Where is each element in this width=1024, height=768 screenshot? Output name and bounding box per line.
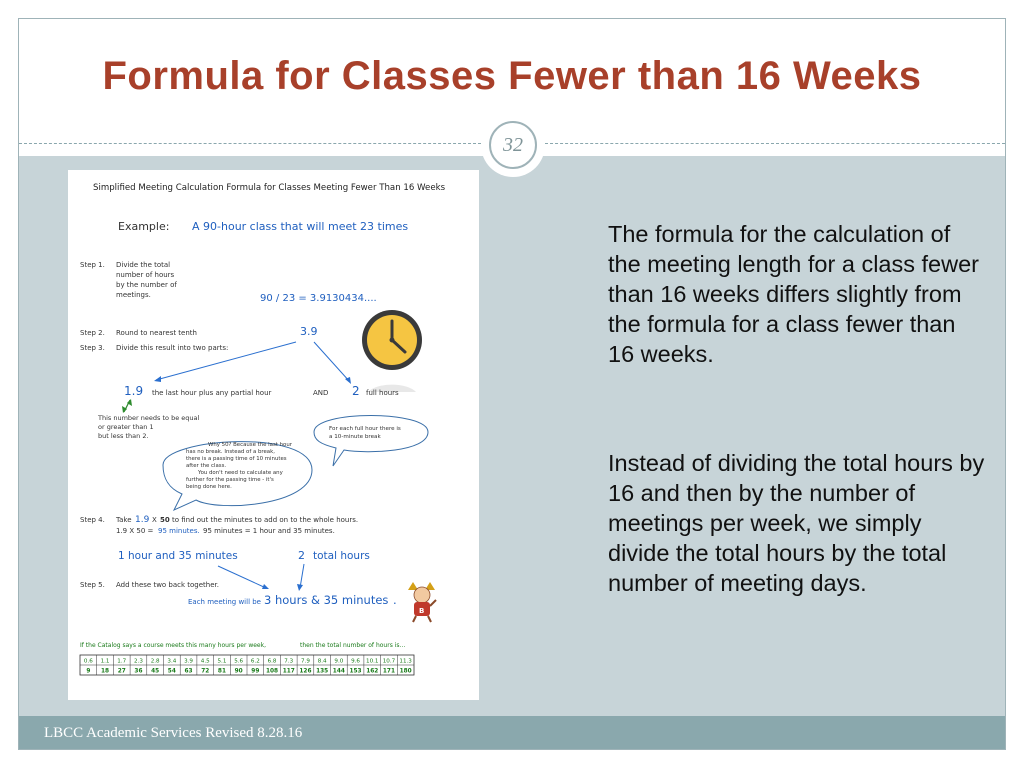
doc-note-line3: but less than 2. — [98, 432, 149, 440]
doc-step4-line2-pre: 1.9 X 50 = — [116, 527, 154, 535]
hours-per-week-cell: 2.3 — [133, 658, 143, 665]
doc-result-pre: Each meeting will be — [188, 598, 261, 606]
doc-total-text: total hours — [313, 550, 370, 562]
doc-step1-line3: by the number of — [116, 281, 177, 289]
hours-table — [80, 655, 414, 675]
doc-bubble-break-line2: a 10-minute break — [329, 434, 381, 440]
doc-bubble-why-line5: You don't need to calculate any — [198, 470, 283, 476]
hours-per-week-cell: 9.0 — [334, 658, 344, 665]
doc-step5-label: Step 5. — [80, 581, 105, 589]
doc-example-text: A 90-hour class that will meet 23 times — [192, 220, 409, 233]
doc-step2-label: Step 2. — [80, 329, 105, 337]
doc-note-line1: This number needs to be equal — [98, 414, 200, 422]
hours-per-week-cell: 9.6 — [351, 658, 361, 665]
clock-icon — [362, 310, 422, 392]
doc-bubble-why-line3: there is a passing time of 10 minutes — [186, 456, 287, 462]
arrow-to-2 — [314, 342, 350, 382]
doc-hour-result: 1 hour and 35 minutes — [118, 550, 238, 562]
doc-step4-pre: Take — [116, 516, 132, 524]
total-hours-cell: 180 — [399, 668, 412, 675]
doc-bubble-why-line6: further for the passing time - it's — [186, 477, 274, 483]
doc-part2-value: 2 — [352, 384, 360, 398]
svg-text:B: B — [419, 607, 425, 615]
total-hours-cell: 162 — [366, 668, 379, 675]
total-hours-cell: 117 — [282, 668, 295, 675]
doc-step4-post: to find out the minutes to add on to the whole hours. — [172, 516, 359, 524]
doc-step5-text: Add these two back together. — [116, 581, 220, 589]
doc-catalog-post: then the total number of hours is... — [300, 642, 406, 649]
doc-bubble-why-line4: after the class. — [186, 463, 227, 469]
total-hours-cell: 171 — [382, 668, 396, 675]
doc-result-dot: . — [393, 593, 397, 607]
arrow-total-down — [300, 564, 304, 588]
hours-per-week-cell: 8.4 — [317, 658, 327, 665]
doc-part2-text: full hours — [366, 389, 399, 397]
total-hours-cell: 108 — [265, 668, 279, 675]
total-hours-cell: 81 — [217, 668, 226, 675]
hours-per-week-cell: 7.9 — [300, 658, 310, 665]
total-hours-cell: 27 — [117, 668, 126, 675]
doc-and-text: AND — [313, 389, 329, 397]
hours-per-week-cell: 10.1 — [366, 658, 379, 665]
doc-step4-line2-blue: 95 minutes. — [158, 527, 200, 535]
doc-step4-value: 1.9 — [135, 515, 150, 525]
hours-per-week-cell: 2.8 — [150, 658, 160, 665]
doc-step4-x: X — [152, 516, 157, 524]
doc-step1-calc: 90 / 23 = 3.9130434.... — [260, 293, 377, 304]
doc-step1-line4: meetings. — [116, 291, 151, 299]
arrow-hours-down — [218, 566, 266, 588]
doc-step1-line1: Divide the total — [116, 261, 171, 269]
slide-title: Formula for Classes Fewer than 16 Weeks — [102, 54, 922, 98]
doc-bubble-why-line2: has no break. Instead of a break, — [186, 449, 275, 455]
total-hours-cell: 36 — [134, 668, 143, 675]
doc-part1-text: the last hour plus any partial hour — [152, 389, 272, 397]
total-hours-cell: 72 — [201, 668, 210, 675]
doc-step1-line2: number of hours — [116, 271, 175, 279]
total-hours-cell: 63 — [184, 668, 193, 675]
hours-per-week-cell: 7.3 — [284, 658, 294, 665]
doc-step3-text: Divide this result into two parts: — [116, 344, 229, 352]
total-hours-cell: 9 — [86, 668, 91, 675]
doc-catalog-pre: If the Catalog says a course meets this many hours per week, — [80, 642, 266, 649]
total-hours-cell: 90 — [234, 668, 243, 675]
doc-step4-fifty: 50 — [160, 516, 170, 524]
total-hours-cell: 153 — [349, 668, 362, 675]
doc-heading: Simplified Meeting Calculation Formula for Classes Meeting Fewer Than 16 Weeks — [93, 183, 446, 193]
paragraph-1: The formula for the calculation of the meeting length for a class fewer than 16 weeks differs slightly from the formula for a class fewer than 16 weeks. — [608, 221, 979, 367]
doc-step2-text: Round to nearest tenth — [116, 329, 197, 337]
doc-example-label: Example: — [118, 220, 170, 233]
embedded-document-image — [68, 170, 479, 700]
break-bubble — [314, 416, 428, 467]
hours-per-week-cell: 4.5 — [200, 658, 210, 665]
divider-right — [545, 143, 1005, 144]
doc-step4-label: Step 4. — [80, 516, 105, 524]
doc-total-value: 2 — [298, 549, 305, 562]
hours-per-week-cell: 5.6 — [234, 658, 244, 665]
footer-text: LBCC Academic Services Revised 8.28.16 — [44, 725, 303, 741]
doc-bubble-why-line1: Why 50? Because the last hour — [208, 442, 292, 448]
doc-step4-line2-post: 95 minutes = 1 hour and 35 minutes. — [203, 527, 335, 535]
total-hours-cell: 135 — [316, 668, 329, 675]
hours-per-week-cell: 0.6 — [83, 658, 93, 665]
hours-per-week-cell: 1.7 — [117, 658, 127, 665]
doc-step1-label: Step 1. — [80, 261, 105, 269]
divider-left — [19, 143, 481, 144]
doc-result-big: 3 hours & 35 minutes — [264, 593, 389, 607]
total-hours-cell: 45 — [151, 668, 160, 675]
hours-per-week-cell: 3.4 — [167, 658, 177, 665]
doc-step2-value: 3.9 — [300, 325, 318, 338]
total-hours-cell: 144 — [332, 668, 345, 675]
hours-per-week-cell: 5.1 — [217, 658, 227, 665]
doc-note-line2: or greater than 1 — [98, 423, 154, 431]
mascot-icon — [408, 582, 436, 622]
doc-part1-value: 1.9 — [124, 384, 144, 398]
hours-per-week-cell: 6.2 — [250, 658, 260, 665]
hours-per-week-cell: 10.7 — [382, 658, 396, 665]
hours-per-week-cell: 6.8 — [267, 658, 277, 665]
paragraph-2: Instead of dividing the total hours by 16 and then by the number of meetings per week, we simply divide the total hours by the total number of meeting days. — [608, 450, 985, 596]
hours-per-week-cell: 1.1 — [100, 658, 110, 665]
hours-per-week-cell: 3.9 — [184, 658, 194, 665]
total-hours-cell: 18 — [101, 668, 110, 675]
hours-per-week-cell: 11.3 — [399, 658, 412, 665]
total-hours-cell: 99 — [251, 668, 260, 675]
total-hours-cell: 126 — [299, 668, 312, 675]
total-hours-cell: 54 — [167, 668, 176, 675]
doc-bubble-break-line1: For each full hour there is — [329, 426, 401, 432]
doc-bubble-why-line7: being done here. — [186, 484, 232, 490]
page-number: 32 — [489, 121, 537, 169]
doc-step3-label: Step 3. — [80, 344, 105, 352]
